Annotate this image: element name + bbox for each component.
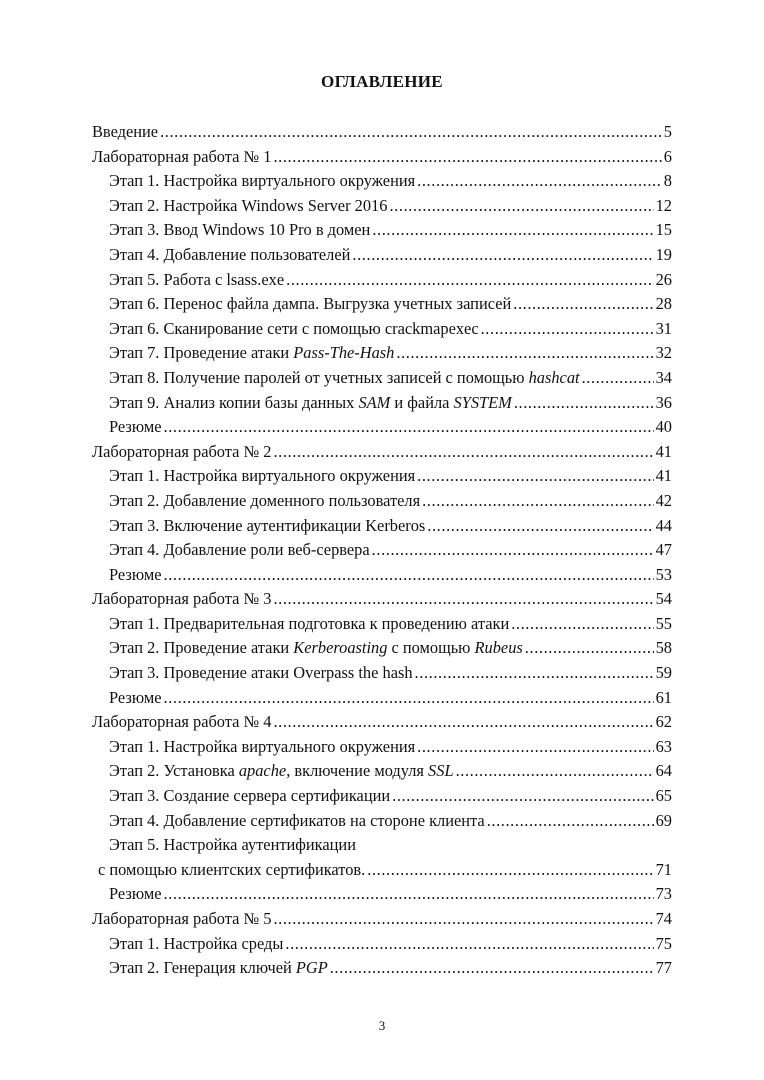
toc-entry-page: 41 xyxy=(655,466,672,486)
dot-leader xyxy=(273,710,653,735)
toc-entry-page: 61 xyxy=(655,687,672,707)
toc-entry-page: 74 xyxy=(655,909,672,928)
toc-entry-page: 32 xyxy=(655,343,672,363)
dot-leader xyxy=(511,612,653,637)
toc-entry-title: Введение xyxy=(92,122,159,141)
toc-entry-title: Этап 1. Настройка виртуального окружения xyxy=(109,466,416,486)
dot-leader xyxy=(273,587,653,612)
toc-entry-title: Этап 4. Добавление роли веб-сервера xyxy=(109,540,370,560)
toc-entry[interactable] xyxy=(92,218,672,243)
toc-entry-title: Этап 2. Установка apache, включение модуля SSL xyxy=(109,761,454,781)
toc-entry[interactable] xyxy=(92,440,672,465)
toc-entry-title: Этап 1. Настройка виртуального окружения xyxy=(109,171,416,191)
toc-entry-title: Резюме xyxy=(109,884,162,904)
toc-entry[interactable] xyxy=(92,169,672,194)
dot-leader xyxy=(392,784,653,809)
toc-entry-page: 55 xyxy=(655,613,672,633)
toc-entry-title: Этап 3. Включение аутентификации Kerberos xyxy=(109,515,426,535)
toc-entry-page: 54 xyxy=(655,589,672,609)
dot-leader xyxy=(487,809,654,834)
toc-entry[interactable] xyxy=(92,784,672,809)
toc-entry[interactable] xyxy=(92,858,672,883)
toc-entry-title: Этап 6. Сканирование сети с помощью crackmapexec xyxy=(109,318,479,338)
toc-entry-page: 12 xyxy=(655,195,672,215)
toc-entry[interactable] xyxy=(92,612,672,637)
toc-entry-page: 65 xyxy=(655,786,672,806)
toc-entry-title: Резюме xyxy=(109,687,162,707)
toc-entry-title: Этап 1. Предварительная подготовка к проведению атаки xyxy=(109,613,510,633)
toc-entry-page: 34 xyxy=(655,367,672,387)
toc-entry[interactable] xyxy=(92,686,672,711)
toc-entry-title: Лабораторная работа № 2 xyxy=(92,441,272,461)
toc-heading: ОГЛАВЛЕНИЕ xyxy=(321,72,443,91)
dot-leader xyxy=(514,391,654,416)
dot-leader xyxy=(164,686,654,711)
toc-entry[interactable] xyxy=(92,882,672,907)
dot-leader xyxy=(285,932,653,957)
dot-leader xyxy=(422,489,654,514)
toc-entry-page: 15 xyxy=(655,220,672,240)
toc-entry[interactable] xyxy=(92,514,672,539)
toc-entry[interactable] xyxy=(92,489,672,514)
dot-leader xyxy=(372,538,654,563)
toc-entry-title: Этап 9. Анализ копии базы данных SAM и файла SYSTEM xyxy=(109,392,512,412)
dot-leader xyxy=(427,514,653,539)
toc-entry-title: Резюме xyxy=(109,564,162,584)
toc-entry-page: 75 xyxy=(655,933,672,953)
toc-entry[interactable] xyxy=(92,809,672,834)
toc-entry-title: Этап 3. Создание сервера сертификации xyxy=(109,786,391,806)
table-of-contents xyxy=(92,120,672,981)
toc-entry-page: 6 xyxy=(663,146,672,166)
toc-entry-title: Этап 2. Добавление доменного пользователя xyxy=(109,490,421,510)
dot-leader xyxy=(273,440,653,465)
dot-leader xyxy=(415,661,654,686)
toc-entry-page: 62 xyxy=(655,712,672,732)
toc-entry-page: 53 xyxy=(655,564,672,584)
dot-leader xyxy=(456,759,654,784)
dot-leader xyxy=(330,956,654,981)
toc-entry-page: 69 xyxy=(655,810,672,830)
toc-entry[interactable] xyxy=(92,366,672,391)
toc-entry-page: 41 xyxy=(655,441,672,461)
dot-leader xyxy=(525,636,654,661)
dot-leader xyxy=(481,317,654,342)
toc-entry-page: 77 xyxy=(655,958,672,978)
toc-entry-title: Лабораторная работа № 1 xyxy=(92,146,272,166)
toc-entry-page: 59 xyxy=(655,663,672,683)
toc-entry-title: Этап 2. Настройка Windows Server 2016 xyxy=(109,195,388,215)
page-number: 3 xyxy=(378,1018,386,1033)
toc-entry[interactable] xyxy=(92,145,672,170)
dot-leader xyxy=(417,735,653,760)
dot-leader xyxy=(417,169,662,194)
toc-entry[interactable] xyxy=(92,538,672,563)
toc-entry-title: Этап 1. Настройка виртуального окружения xyxy=(109,736,416,756)
dot-leader xyxy=(273,907,653,932)
toc-entry-title: Этап 6. Перенос файла дампа. Выгрузка учетных записей xyxy=(109,294,512,314)
toc-entry[interactable] xyxy=(92,563,672,588)
toc-entry-title: Лабораторная работа № 4 xyxy=(92,712,272,732)
toc-entry-page: 28 xyxy=(655,294,672,314)
toc-entry-page: 73 xyxy=(655,884,672,904)
toc-entry[interactable] xyxy=(92,587,672,612)
toc-entry-title: Этап 2. Генерация ключей PGP xyxy=(109,958,328,978)
toc-entry[interactable] xyxy=(92,317,672,342)
dot-leader xyxy=(160,120,662,145)
dot-leader xyxy=(164,415,654,440)
toc-entry[interactable] xyxy=(92,268,672,293)
toc-entry-title: Этап 1. Настройка среды xyxy=(109,933,284,953)
toc-entry-page: 40 xyxy=(655,417,672,437)
toc-entry[interactable] xyxy=(92,956,672,981)
dot-leader xyxy=(396,341,653,366)
dot-leader xyxy=(367,858,653,883)
toc-entry-title: Этап 5. Настройка аутентификации xyxy=(109,835,356,855)
toc-entry-title: Этап 4. Добавление сертификатов на стороне клиента xyxy=(109,810,485,830)
dot-leader xyxy=(164,563,654,588)
toc-entry[interactable] xyxy=(92,243,672,268)
toc-entry-page: 42 xyxy=(655,490,672,510)
toc-entry-page: 71 xyxy=(655,859,672,879)
toc-entry-title: с помощью клиентских сертификатов. xyxy=(98,859,366,879)
toc-entry-title: Резюме xyxy=(109,417,162,437)
toc-entry[interactable] xyxy=(92,292,672,317)
dot-leader xyxy=(389,194,653,219)
toc-entry[interactable] xyxy=(92,120,672,145)
toc-entry-title: Этап 8. Получение паролей от учетных записей с помощью hashcat xyxy=(109,367,580,387)
dot-leader xyxy=(352,243,653,268)
toc-entry-page: 36 xyxy=(655,392,672,412)
toc-entry[interactable] xyxy=(92,710,672,735)
toc-entry-page: 31 xyxy=(655,318,672,338)
toc-entry-page: 5 xyxy=(663,122,672,141)
dot-leader xyxy=(372,218,653,243)
dot-leader xyxy=(417,464,653,489)
toc-entry[interactable] xyxy=(92,415,672,440)
toc-entry[interactable] xyxy=(92,907,672,932)
toc-entry-page: 64 xyxy=(655,761,672,781)
toc-entry[interactable] xyxy=(92,464,672,489)
toc-entry-page: 26 xyxy=(655,269,672,289)
dot-leader xyxy=(513,292,653,317)
toc-entry[interactable] xyxy=(92,759,672,784)
toc-entry-page: 47 xyxy=(655,540,672,560)
toc-entry-title: Этап 3. Ввод Windows 10 Pro в домен xyxy=(109,220,371,240)
toc-entry-page: 58 xyxy=(655,638,672,658)
toc-entry[interactable] xyxy=(92,194,672,219)
toc-entry-page: 19 xyxy=(655,244,672,264)
toc-entry[interactable] xyxy=(92,932,672,957)
toc-entry-page: 44 xyxy=(655,515,672,535)
dot-leader xyxy=(164,882,654,907)
toc-entry-page: 63 xyxy=(655,736,672,756)
toc-entry[interactable] xyxy=(92,636,672,661)
toc-entry-title: Этап 2. Проведение атаки Kerberoasting с помощью Rubeus xyxy=(109,638,523,658)
dot-leader xyxy=(286,268,653,293)
toc-entry[interactable] xyxy=(92,341,672,366)
toc-entry-title: Этап 3. Проведение атаки Overpass the hash xyxy=(109,663,413,683)
toc-entry-title: Этап 7. Проведение атаки Pass-The-Hash xyxy=(109,343,395,363)
toc-entry-title: Лабораторная работа № 5 xyxy=(92,909,272,928)
toc-entry-title: Этап 5. Работа с lsass.exe xyxy=(109,269,285,289)
dot-leader xyxy=(582,366,654,391)
toc-entry[interactable] xyxy=(92,735,672,760)
toc-entry[interactable] xyxy=(92,661,672,686)
toc-entry-page: 8 xyxy=(663,171,672,191)
toc-entry[interactable] xyxy=(92,391,672,416)
dot-leader xyxy=(273,145,661,170)
toc-entry-title: Этап 4. Добавление пользователей xyxy=(109,244,351,264)
toc-entry[interactable] xyxy=(92,833,672,858)
toc-entry-title: Лабораторная работа № 3 xyxy=(92,589,272,609)
